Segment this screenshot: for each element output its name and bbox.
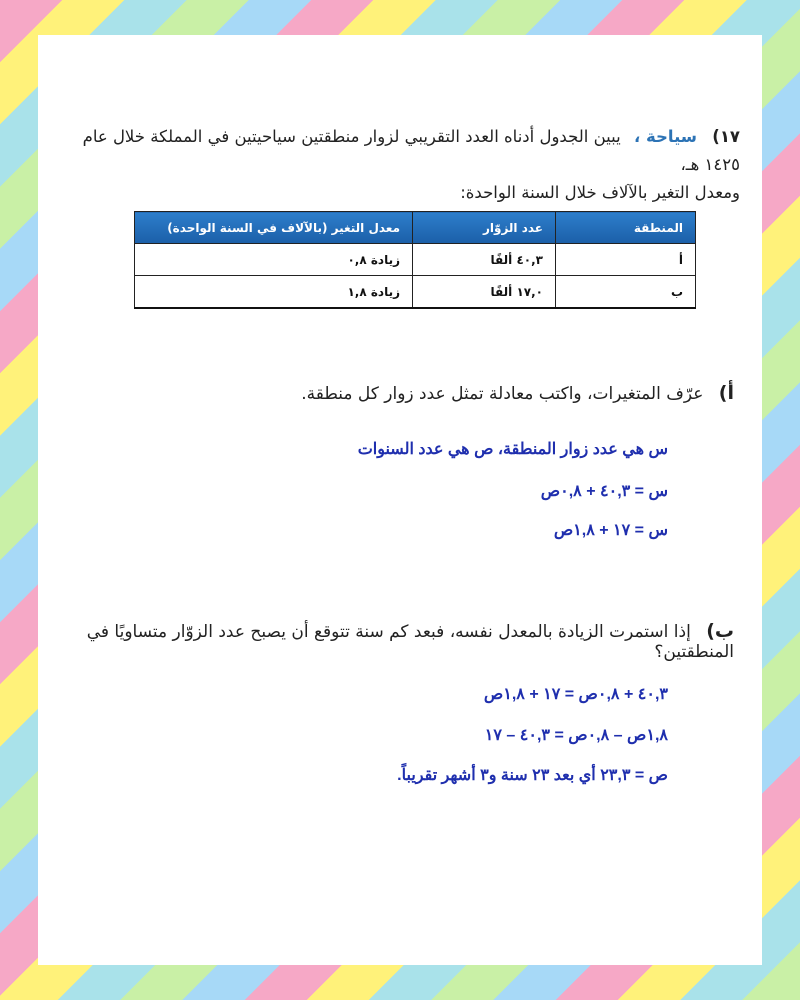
part-a-answer-3: س = ١٧ + ١,٨ص bbox=[553, 522, 668, 539]
part-b-text: إذا استمرت الزيادة بالمعدل نفسه، فبعد كم سنة تتوقع أن يصبح عدد الزوّار متساويًا في المنطقتين؟ bbox=[86, 622, 734, 662]
problem-line-1 bbox=[68, 123, 740, 179]
table-row bbox=[135, 276, 696, 309]
part-b-question bbox=[38, 620, 734, 662]
part-b-answer-3: ص = ٢٣,٣ أي بعد ٢٣ سنة و٣ أشهر تقريباً. bbox=[397, 767, 668, 784]
part-b-answer-1: ٤٠,٣ + ٠,٨ص = ١٧ + ١,٨ص bbox=[483, 686, 668, 703]
cell-visitors: ١٧,٠ ألفًا bbox=[413, 276, 556, 309]
problem-number: ١٧) bbox=[712, 127, 740, 146]
part-a-question bbox=[301, 382, 734, 404]
table-row bbox=[135, 244, 696, 276]
part-b-label: ب) bbox=[706, 620, 734, 642]
header-region: المنطقة bbox=[556, 212, 696, 244]
part-a-label: أ) bbox=[718, 382, 734, 404]
cell-region: أ bbox=[556, 244, 696, 276]
problem-text-1: يبين الجدول أدناه العدد التقريبي لزوار منطقتين سياحيتين في المملكة خلال عام ١٤٢٥ هـ، bbox=[82, 127, 740, 174]
problem-statement bbox=[68, 123, 740, 207]
part-a-text: عرّف المتغيرات، واكتب معادلة تمثل عدد زوار كل منطقة. bbox=[301, 384, 704, 404]
cell-region: ب bbox=[556, 276, 696, 309]
part-a-answer-2: س = ٤٠,٣ + ٠,٨ص bbox=[540, 483, 668, 500]
cell-visitors: ٤٠,٣ ألفًا bbox=[413, 244, 556, 276]
problem-topic: سياحة ، bbox=[633, 127, 698, 146]
cell-rate: زيادة ١,٨ bbox=[135, 276, 413, 309]
header-visitors: عدد الزوّار bbox=[413, 212, 556, 244]
part-a-answer-1: س هي عدد زوار المنطقة، ص هي عدد السنوات bbox=[357, 441, 668, 458]
table-header-row bbox=[135, 212, 696, 244]
visitors-table bbox=[134, 211, 696, 309]
cell-rate: زيادة ٠,٨ bbox=[135, 244, 413, 276]
problem-text-2: ومعدل التغير بالآلاف خلال السنة الواحدة: bbox=[460, 183, 740, 202]
worksheet-card bbox=[38, 35, 762, 965]
part-b-answer-2: ١,٨ص – ٠,٨ص = ٤٠,٣ – ١٧ bbox=[484, 727, 668, 744]
header-rate: معدل التغير (بالآلاف في السنة الواحدة) bbox=[135, 212, 413, 244]
